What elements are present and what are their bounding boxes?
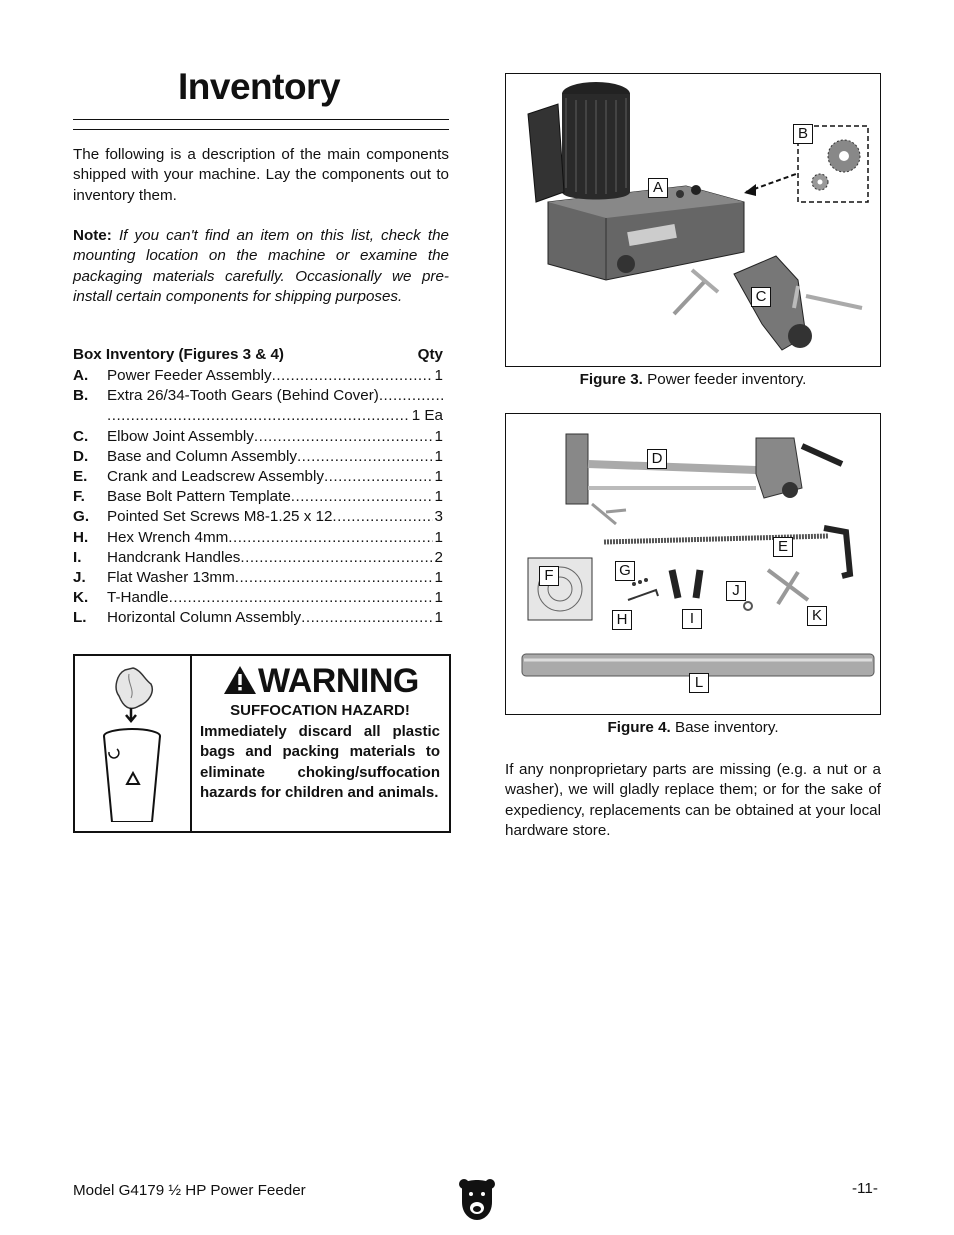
list-item bbox=[73, 528, 443, 548]
warning-title: WARNING bbox=[258, 662, 419, 700]
warning-subtitle: SUFFOCATION HAZARD! bbox=[230, 702, 410, 719]
base-inventory-illustration bbox=[506, 414, 880, 714]
item-letter: H. bbox=[73, 528, 89, 546]
figure-4-caption-text: Base inventory. bbox=[674, 719, 779, 736]
grizzly-bear-logo bbox=[458, 1176, 496, 1222]
intro-paragraph: The following is a description of the main components shipped with your machine. Lay the components out to inventory them. bbox=[73, 146, 449, 204]
item-qty: 1 bbox=[434, 609, 443, 627]
figure-label-f: F bbox=[539, 566, 559, 586]
figure-3-caption-label: Figure 3. bbox=[579, 371, 643, 388]
list-item bbox=[73, 588, 443, 608]
item-qty: 3 bbox=[434, 508, 443, 526]
figure-label-c: C bbox=[751, 287, 771, 307]
item-qty: 1 bbox=[434, 568, 443, 586]
list-item bbox=[73, 608, 443, 628]
item-letter: F. bbox=[73, 488, 85, 506]
missing-parts-paragraph: If any nonproprietary parts are missing (e.g. a nut or a washer), we will gladly replace them; or for the sake of expediency, replacements can be obtained at your local hardware store. bbox=[505, 761, 881, 839]
figure-label-g: G bbox=[615, 561, 635, 581]
qty-heading: Qty bbox=[417, 346, 443, 363]
leader-dots bbox=[235, 568, 433, 588]
note-text: If you can't find an item on this list, check the mounting location on the machine or examine the packaging materials carefully. Occasionally we pre-install certain components for shipping purposes. bbox=[73, 227, 449, 305]
item-text: Crank and Leadscrew Assembly bbox=[107, 467, 324, 485]
figure-label-l: L bbox=[689, 673, 709, 693]
item-text: Flat Washer 13mm bbox=[107, 568, 235, 586]
warning-triangle-icon bbox=[222, 664, 258, 696]
item-letter: B. bbox=[73, 387, 89, 405]
figure-3-image bbox=[505, 73, 881, 367]
item-letter: J. bbox=[73, 568, 86, 586]
inventory-list bbox=[73, 366, 443, 628]
figure-label-e: E bbox=[773, 537, 793, 557]
item-letter: L. bbox=[73, 609, 87, 627]
list-item bbox=[73, 386, 443, 406]
item-letter: C. bbox=[73, 427, 89, 445]
figure-label-i: I bbox=[682, 609, 702, 629]
item-text: T-Handle bbox=[107, 589, 169, 607]
item-letter: K. bbox=[73, 589, 89, 607]
leader-dots bbox=[332, 507, 432, 527]
leader-dots bbox=[297, 447, 433, 467]
list-item bbox=[73, 507, 443, 527]
item-letter: A. bbox=[73, 367, 89, 384]
leader-dots bbox=[301, 608, 432, 628]
note-label: Note: bbox=[73, 227, 112, 244]
warning-divider bbox=[190, 654, 192, 831]
item-letter: E. bbox=[73, 467, 88, 485]
figure-label-h: H bbox=[612, 610, 632, 630]
title-rule-top bbox=[73, 119, 449, 120]
item-text: Elbow Joint Assembly bbox=[107, 427, 254, 445]
list-item bbox=[73, 427, 443, 447]
figure-4-caption-label: Figure 4. bbox=[607, 719, 671, 736]
leader-dots bbox=[272, 366, 433, 386]
item-qty: 1 bbox=[434, 467, 443, 485]
figure-label-j: J bbox=[726, 581, 746, 601]
item-letter: D. bbox=[73, 447, 89, 465]
item-letter: G. bbox=[73, 508, 90, 526]
list-item bbox=[73, 467, 443, 487]
footer-page-number: -11- bbox=[852, 1180, 878, 1197]
item-text: Power Feeder Assembly bbox=[107, 367, 272, 384]
leader-dots bbox=[240, 548, 432, 568]
warning-body: Immediately discard all plastic bags and packing materials to eliminate choking/suffocation hazards for children and animals. bbox=[200, 723, 440, 801]
item-qty: 1 Ea bbox=[411, 407, 443, 425]
list-item-continuation bbox=[73, 406, 443, 426]
footer-model: Model G4179 ½ HP Power Feeder bbox=[73, 1182, 306, 1199]
item-text: Base and Column Assembly bbox=[107, 447, 297, 465]
trash-can-icon bbox=[95, 662, 170, 822]
inventory-heading bbox=[73, 346, 443, 363]
figure-3-caption-text: Power feeder inventory. bbox=[647, 371, 807, 388]
figure-label-b: B bbox=[793, 124, 813, 144]
list-item bbox=[73, 568, 443, 588]
list-item bbox=[73, 548, 443, 568]
figure-label-d: D bbox=[647, 449, 667, 469]
figure-4-caption bbox=[505, 719, 881, 736]
item-qty: 1 bbox=[434, 427, 443, 445]
leader-dots bbox=[291, 487, 433, 507]
item-qty: 1 bbox=[434, 528, 443, 546]
item-qty: 1 bbox=[434, 367, 443, 384]
page-title: Inventory bbox=[178, 66, 341, 107]
item-qty: 2 bbox=[434, 548, 443, 566]
leader-dots bbox=[379, 386, 443, 406]
item-letter: I. bbox=[73, 548, 82, 566]
list-item bbox=[73, 366, 443, 386]
item-text: Base Bolt Pattern Template bbox=[107, 488, 291, 506]
figure-3-caption bbox=[505, 371, 881, 388]
leader-dots bbox=[228, 528, 432, 548]
leader-dots bbox=[169, 588, 433, 608]
note-paragraph bbox=[73, 226, 449, 307]
item-text: Horizontal Column Assembly bbox=[107, 609, 302, 627]
leader-dots bbox=[324, 467, 433, 487]
power-feeder-illustration bbox=[506, 74, 880, 366]
item-qty: 1 bbox=[434, 589, 443, 607]
item-qty: 1 bbox=[434, 447, 443, 465]
item-text: Extra 26/34-Tooth Gears (Behind Cover) bbox=[107, 387, 379, 405]
leader-dots bbox=[254, 427, 433, 447]
item-text: Handcrank Handles bbox=[107, 548, 241, 566]
list-item bbox=[73, 487, 443, 507]
list-item bbox=[73, 447, 443, 467]
figure-label-a: A bbox=[648, 178, 668, 198]
item-text: Pointed Set Screws M8-1.25 x 12 bbox=[107, 508, 333, 526]
item-qty: 1 bbox=[434, 488, 443, 506]
figure-4-image bbox=[505, 413, 881, 715]
item-text: Hex Wrench 4mm bbox=[107, 528, 229, 546]
figure-label-k: K bbox=[807, 606, 827, 626]
inventory-heading-text: Box Inventory (Figures 3 & 4) bbox=[73, 346, 284, 363]
title-rule-bottom bbox=[73, 129, 449, 130]
leader-dots bbox=[107, 406, 410, 426]
